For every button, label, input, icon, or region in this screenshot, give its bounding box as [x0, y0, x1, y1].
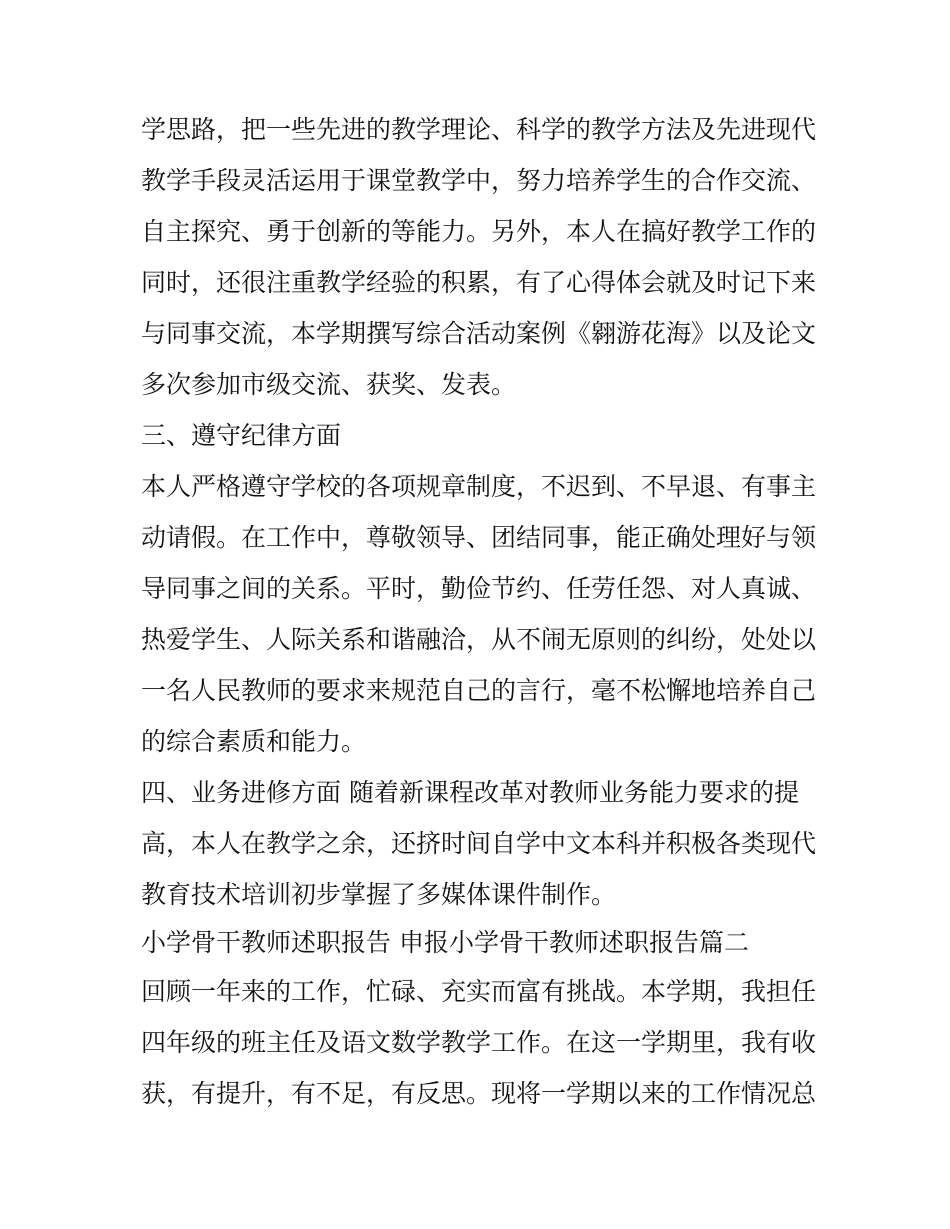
text-line: 多次参加市级交流、获奖、发表。	[141, 370, 517, 399]
text-line: 回顾一年来的工作，忙碌、充实而富有挑战。本学期，我担任	[141, 977, 817, 1006]
text-line: 高，本人在教学之余，还挤时间自学中文本科并积极各类现代	[141, 829, 817, 858]
text-line: 教学手段灵活运用于课堂教学中，努力培养学生的合作交流、	[141, 166, 817, 195]
text-line: 同时，还很注重教学经验的积累，有了心得体会就及时记下来	[141, 268, 817, 297]
article-title: 小学骨干教师述职报告 申报小学骨干教师述职报告篇二	[141, 928, 749, 957]
text-line: 与同事交流，本学期撰写综合活动案例《翱游花海》以及论文	[141, 319, 817, 348]
text-line: 导同事之间的关系。平时，勤俭节约、任劳任怨、对人真诚、	[141, 574, 817, 603]
text-line: 热爱学生、人际关系和谐融洽，从不闹无原则的纠纷，处处以	[141, 625, 817, 654]
document-body	[141, 104, 821, 1119]
text-line: 一名人民教师的要求来规范自己的言行，毫不松懈地培养自己	[141, 676, 817, 705]
text-line: 自主探究、勇于创新的等能力。另外，本人在搞好教学工作的	[141, 217, 817, 246]
section-heading: 三、遵守纪律方面	[141, 421, 342, 450]
text-line: 获，有提升，有不足，有反思。现将一学期以来的工作情况总	[141, 1079, 817, 1108]
text-line: 动请假。在工作中，尊敬领导、团结同事，能正确处理好与领	[141, 523, 817, 552]
section-heading: 四、业务进修方面 随着新课程改革对教师业务能力要求的提	[141, 778, 799, 807]
text-line: 四年级的班主任及语文数学教学工作。在这一学期里，我有收	[141, 1028, 817, 1057]
text-line: 的综合素质和能力。	[141, 727, 367, 756]
text-line: 学思路，把一些先进的教学理论、科学的教学方法及先进现代	[141, 115, 817, 144]
text-line: 本人严格遵守学校的各项规章制度，不迟到、不早退、有事主	[141, 472, 817, 501]
text-line: 教育技术培训初步掌握了多媒体课件制作。	[141, 880, 617, 909]
